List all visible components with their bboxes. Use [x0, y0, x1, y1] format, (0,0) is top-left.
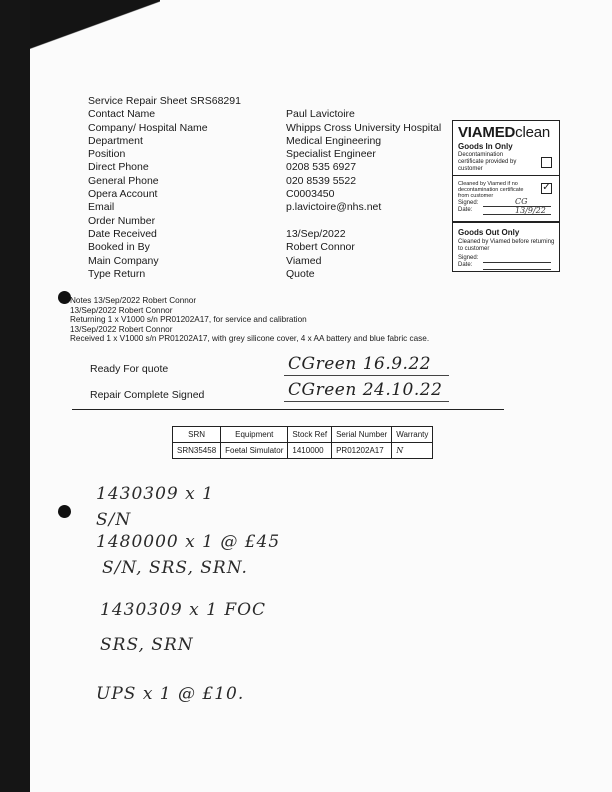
handwritten-note: SRS, SRN	[100, 635, 194, 655]
cleaned-by-viamed-text: Cleaned by Viamed if no decontamination certificate from customer	[458, 181, 524, 199]
field-label: Type Return	[88, 267, 146, 280]
viamed-clean-box	[452, 120, 560, 222]
goods-out-box	[452, 222, 560, 272]
field-label: Booked in By	[88, 241, 150, 254]
note-line: 13/Sep/2022 Robert Connor	[70, 305, 173, 315]
section-divider	[72, 409, 504, 410]
note-line: 13/Sep/2022 Robert Connor	[70, 324, 173, 334]
table-cell: 1410000	[288, 443, 332, 459]
field-value: Robert Connor	[286, 241, 355, 254]
complete-underline	[284, 401, 449, 402]
goods-in-heading: Goods In Only	[458, 142, 513, 151]
scan-corner-shadow	[30, 0, 160, 60]
field-value: Whipps Cross University Hospital	[286, 121, 442, 134]
date-label: Date:	[458, 262, 473, 268]
decon-cert-text: Decontamination certificate provided by customer	[458, 152, 517, 172]
column-header: SRN	[173, 427, 221, 443]
field-value: C0003450	[286, 188, 335, 201]
note-line: Notes 13/Sep/2022 Robert Connor	[70, 296, 197, 305]
column-header: Warranty	[392, 427, 433, 443]
notes-block	[70, 296, 429, 344]
ready-signature: CGreen 16.9.22	[288, 354, 432, 374]
column-header: Stock Ref	[288, 427, 332, 443]
field-value: Paul Lavictoire	[286, 108, 355, 121]
note-line: Received 1 x V1000 s/n PR01202A17, with grey silicone cover, 4 x AA battery and blue fabric case.	[70, 334, 430, 344]
field-label: Date Received	[88, 227, 157, 240]
field-label: Department	[88, 134, 143, 147]
handwritten-initials: CG	[515, 197, 528, 206]
handwritten-date: 13/9/22	[515, 206, 546, 215]
cleaned-checkbox[interactable]: ✓	[542, 182, 551, 193]
handwritten-note: 1430309 x 1	[96, 484, 214, 504]
field-value: Quote	[286, 267, 315, 280]
field-label: Contact Name	[88, 108, 156, 121]
field-value: 020 8539 5522	[286, 174, 357, 187]
sheet-title: Service Repair Sheet SRS68291	[88, 95, 241, 107]
signed-date-labels	[458, 200, 478, 214]
goods-out-labels	[458, 255, 478, 269]
note-line: Returning 1 x V1000 s/n PR01202A17, for service and calibration	[70, 315, 307, 325]
scan-binding-shadow	[0, 0, 30, 792]
divider	[453, 175, 559, 176]
signed-label: Signed:	[458, 200, 479, 206]
handwritten-note: S/N	[96, 510, 132, 530]
viamed-clean-logo: VIAMEDclean	[458, 124, 551, 141]
field-label: Main Company	[88, 254, 159, 267]
ready-underline	[284, 375, 449, 376]
handwritten-note: 1480000 x 1 @ £45	[96, 532, 281, 552]
table-header-row	[173, 427, 433, 443]
table-cell: Foetal Simulator	[221, 443, 288, 459]
field-value: Medical Engineering	[286, 134, 382, 147]
complete-signature: CGreen 24.10.22	[288, 380, 443, 400]
field-value: 13/Sep/2022	[286, 227, 346, 240]
table-cell: N	[392, 443, 433, 459]
field-label: Order Number	[88, 214, 156, 227]
goods-out-desc: Cleaned by Viamed before returning to customer	[458, 239, 555, 252]
goods-out-heading: Goods Out Only	[458, 228, 520, 237]
table-cell: PR01202A17	[332, 443, 392, 459]
field-label: Position	[88, 148, 126, 161]
ready-for-quote-label: Ready For quote	[90, 363, 169, 375]
handwritten-note: UPS x 1 @ £10.	[96, 684, 245, 704]
field-value: p.lavictoire@nhs.net	[286, 201, 382, 214]
decon-cert-checkbox[interactable]	[541, 157, 552, 168]
table-cell: SRN35458	[173, 443, 221, 459]
date-line	[483, 269, 551, 270]
punch-hole	[58, 505, 71, 518]
equipment-table	[172, 426, 433, 459]
column-header: Serial Number	[332, 427, 392, 443]
field-label: Opera Account	[88, 188, 158, 201]
field-value: Specialist Engineer	[286, 148, 376, 161]
field-label: Email	[88, 201, 115, 214]
column-header: Equipment	[221, 427, 288, 443]
field-label: Direct Phone	[88, 161, 149, 174]
signed-label: Signed:	[458, 255, 479, 261]
signature-line	[483, 262, 551, 263]
repair-complete-label: Repair Complete Signed	[90, 389, 205, 401]
field-label: General Phone	[88, 174, 159, 187]
field-value: 0208 535 6927	[286, 161, 357, 174]
field-value: Viamed	[286, 254, 322, 267]
handwritten-note: S/N, SRS, SRN.	[102, 558, 248, 578]
handwritten-note: 1430309 x 1 FOC	[100, 600, 267, 620]
date-label: Date:	[458, 207, 473, 213]
table-row	[173, 443, 433, 459]
field-label: Company/ Hospital Name	[88, 121, 208, 134]
